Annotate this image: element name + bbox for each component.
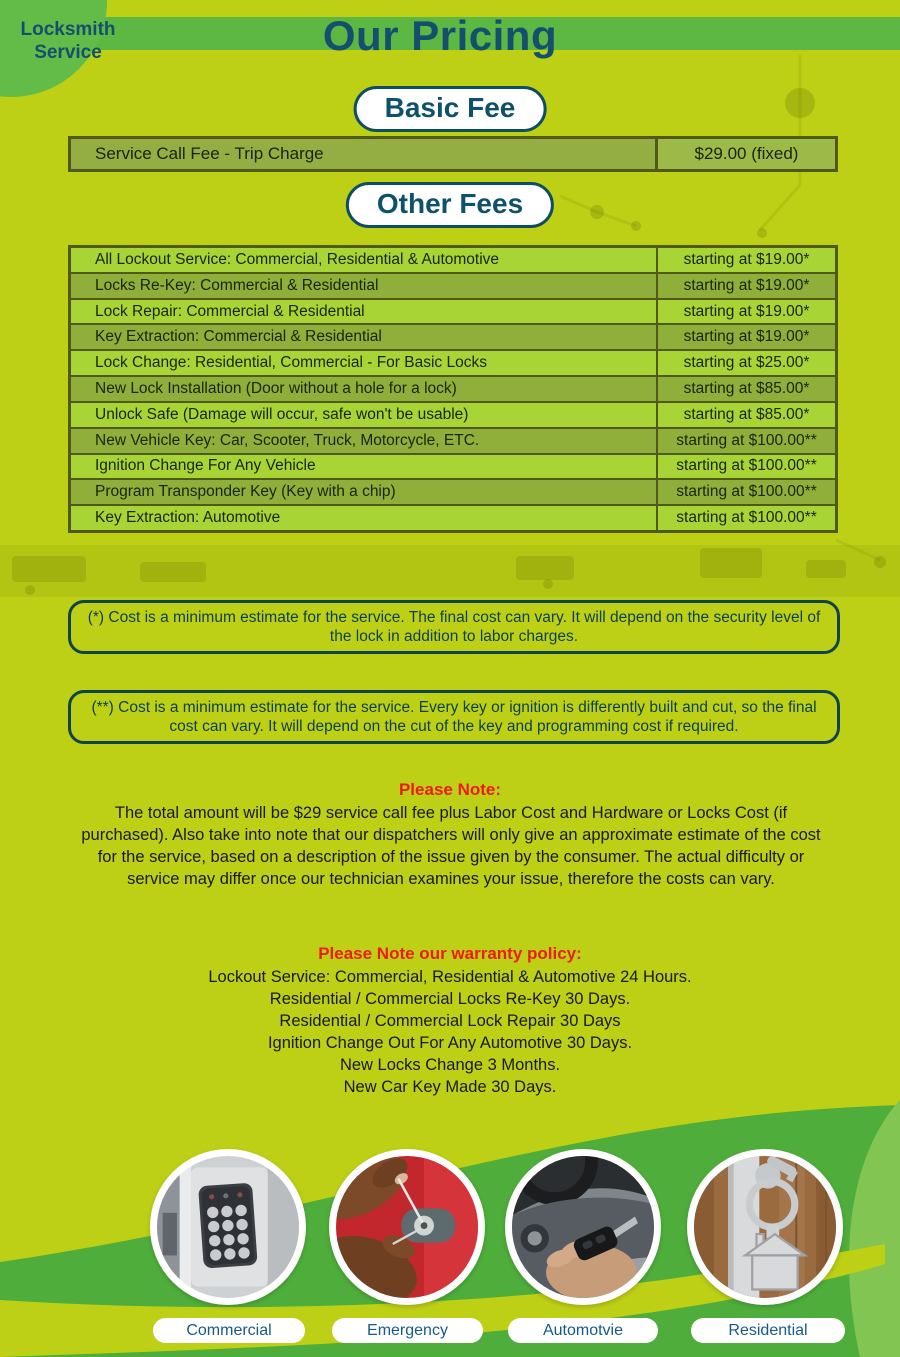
table-row [71, 274, 835, 300]
service-label: Ignition Change For Any Vehicle [71, 455, 658, 479]
commercial-label[interactable]: Commercial [153, 1318, 305, 1343]
emergency-category-image[interactable] [329, 1149, 485, 1305]
service-price: starting at $100.00** [676, 431, 817, 449]
warranty-heading: Please Note our warranty policy: [318, 944, 582, 963]
warranty-line: New Locks Change 3 Months. [339, 1056, 561, 1074]
service-price: starting at $19.00* [683, 276, 810, 294]
automotive-label[interactable]: Automotvie [508, 1318, 658, 1343]
service-label: New Vehicle Key: Car, Scooter, Truck, Motorcycle, ETC. [71, 429, 658, 453]
table-row [71, 480, 835, 506]
service-label: All Lockout Service: Commercial, Residential & Automotive [71, 248, 658, 272]
warranty-line: New Car Key Made 30 Days. [343, 1078, 557, 1096]
emergency-label[interactable]: Emergency [332, 1318, 483, 1343]
service-price: starting at $19.00* [683, 250, 810, 268]
keypad-lock-image [157, 1156, 299, 1298]
table-row [71, 300, 835, 326]
table-row [71, 455, 835, 481]
warranty-line: Residential / Commercial Locks Re-Key 30 Days. [269, 990, 631, 1008]
table-row [71, 325, 835, 351]
service-label: New Lock Installation (Door without a hole for a lock) [71, 377, 658, 401]
house-keychain-image [694, 1156, 836, 1298]
service-label: Program Transponder Key (Key with a chip) [71, 480, 658, 504]
table-row [71, 351, 835, 377]
ignition-key-image [512, 1156, 654, 1298]
table-row [71, 248, 835, 274]
basic-fee-table [68, 136, 838, 172]
service-price: starting at $85.00* [683, 379, 810, 397]
service-label: Locks Re-Key: Commercial & Residential [71, 274, 658, 298]
basic-fee-label: Service Call Fee - Trip Charge [71, 139, 658, 169]
service-label: Lock Repair: Commercial & Residential [71, 300, 658, 324]
service-price: starting at $19.00* [683, 328, 810, 346]
service-label: Lock Change: Residential, Commercial - For Basic Locks [71, 351, 658, 375]
service-price: starting at $25.00* [683, 354, 810, 372]
warranty-line: Ignition Change Out For Any Automotive 30 Days. [267, 1034, 633, 1052]
table-row [71, 403, 835, 429]
warranty-line: Residential / Commercial Lock Repair 30 Days [279, 1012, 621, 1030]
warranty-line: Lockout Service: Commercial, Residential & Automotive 24 Hours. [208, 968, 692, 986]
service-price: starting at $100.00** [676, 483, 817, 501]
automotive-category-image[interactable] [505, 1149, 661, 1305]
residential-category-image[interactable] [687, 1149, 843, 1305]
table-row [71, 377, 835, 403]
commercial-category-image[interactable] [150, 1149, 306, 1305]
please-note-body: The total amount will be $29 service call fee plus Labor Cost and Hardware or Locks Cost (if purchased). Also take into note that our dispatchers will only give an approximate estimate of the cost for the service, based on a description of the issue given by the consumer. The actual difficulty or service may differ once our technician examines your issue, therefore the costs can vary. [81, 804, 821, 888]
footnote-double-asterisk: (**) Cost is a minimum estimate for the service. Every key or ignition is differently built and cut, so the final cost can vary. It will depend on the cut of the key and programming cost if required. [68, 690, 840, 744]
brand-line1: Locksmith [20, 19, 116, 40]
basic-fee-heading: Basic Fee [354, 86, 547, 132]
service-label: Key Extraction: Automotive [71, 506, 658, 530]
please-note-heading: Please Note: [398, 780, 502, 799]
table-row [71, 429, 835, 455]
page-title: Our Pricing [322, 12, 558, 59]
table-row [71, 506, 835, 530]
warranty-policy-list [0, 966, 900, 1098]
service-label: Unlock Safe (Damage will occur, safe won't be usable) [71, 403, 658, 427]
service-price: starting at $85.00* [683, 405, 810, 423]
other-fees-table [68, 245, 838, 533]
residential-label[interactable]: Residential [691, 1318, 845, 1343]
basic-fee-price: $29.00 (fixed) [658, 139, 835, 169]
car-lockout-image [336, 1156, 478, 1298]
other-fees-heading: Other Fees [346, 182, 554, 228]
service-label: Key Extraction: Commercial & Residential [71, 325, 658, 349]
brand-line2: Service [34, 42, 102, 63]
footnote-single-asterisk: (*) Cost is a minimum estimate for the service. The final cost can vary. It will depend on the security level of the lock in addition to labor charges. [68, 600, 840, 654]
service-price: starting at $100.00** [676, 509, 817, 527]
service-price: starting at $100.00** [676, 457, 817, 475]
service-price: starting at $19.00* [683, 302, 810, 320]
